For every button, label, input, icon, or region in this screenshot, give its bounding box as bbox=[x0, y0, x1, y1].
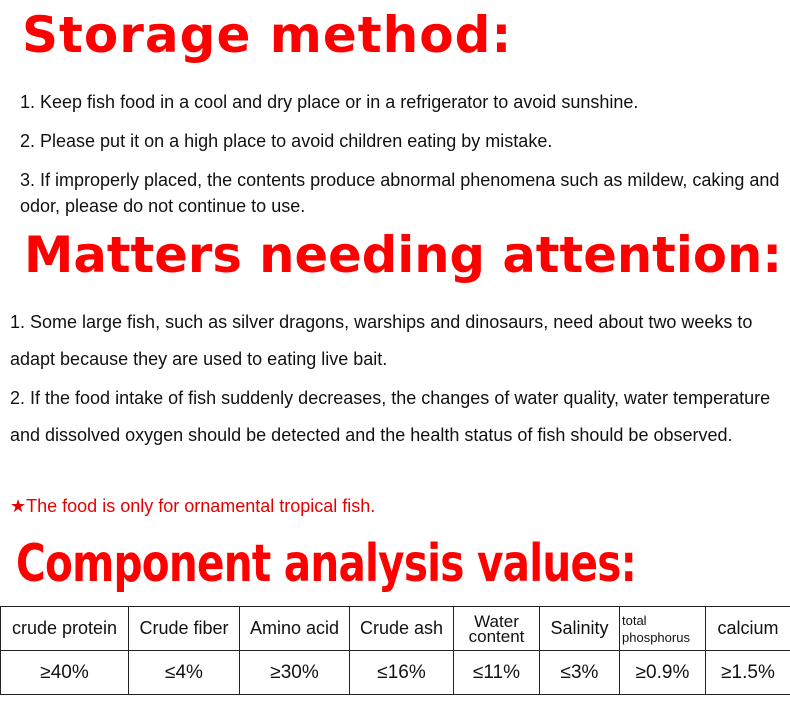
table-header-cell: Crude fiber bbox=[129, 607, 240, 651]
ornamental-fish-note: ★The food is only for ornamental tropical fish. bbox=[10, 496, 376, 516]
table-header-cell: calcium bbox=[706, 607, 790, 651]
table-value-row bbox=[1, 651, 790, 695]
attention-item-1: 1. Some large fish, such as silver dragons, warships and dinosaurs, need about two weeks to adapt because they are used to eating live bait. bbox=[10, 312, 753, 369]
storage-item-1: 1. Keep fish food in a cool and dry place or in a refrigerator to avoid sunshine. bbox=[20, 92, 639, 112]
table-header-cell: crude protein bbox=[1, 607, 129, 651]
table-header-row bbox=[1, 607, 790, 651]
table-value-cell: ≤16% bbox=[350, 651, 454, 695]
table-value-cell: ≥1.5% bbox=[706, 651, 790, 695]
table-header-cell: Water content bbox=[454, 607, 540, 651]
attention-item-2: 2. If the food intake of fish suddenly decreases, the changes of water quality, water temperature and dissolved oxygen should be detected and the health status of fish should be observed. bbox=[10, 388, 771, 445]
component-analysis-table bbox=[0, 606, 790, 695]
table-value-cell: ≤11% bbox=[454, 651, 540, 695]
table-value-cell: ≤3% bbox=[540, 651, 620, 695]
storage-item-3: 3. If improperly placed, the contents produce abnormal phenomena such as mildew, caking and odor, please do not continue to use. bbox=[20, 170, 780, 216]
table-value-cell: ≥40% bbox=[1, 651, 129, 695]
storage-method-heading: Storage method: bbox=[22, 6, 513, 64]
matters-attention-heading: Matters needing attention: bbox=[24, 226, 783, 284]
table-header-cell: Amino acid bbox=[240, 607, 350, 651]
table-header-cell: Crude ash bbox=[350, 607, 454, 651]
table-value-cell: ≤4% bbox=[129, 651, 240, 695]
table-value-cell: ≥0.9% bbox=[620, 651, 706, 695]
storage-item-2: 2. Please put it on a high place to avoid children eating by mistake. bbox=[20, 131, 553, 151]
table-header-cell: Salinity bbox=[540, 607, 620, 651]
table-value-cell: ≥30% bbox=[240, 651, 350, 695]
table-header-cell: total phosphorus bbox=[620, 607, 706, 651]
component-analysis-heading: Component analysis values: bbox=[16, 534, 637, 594]
